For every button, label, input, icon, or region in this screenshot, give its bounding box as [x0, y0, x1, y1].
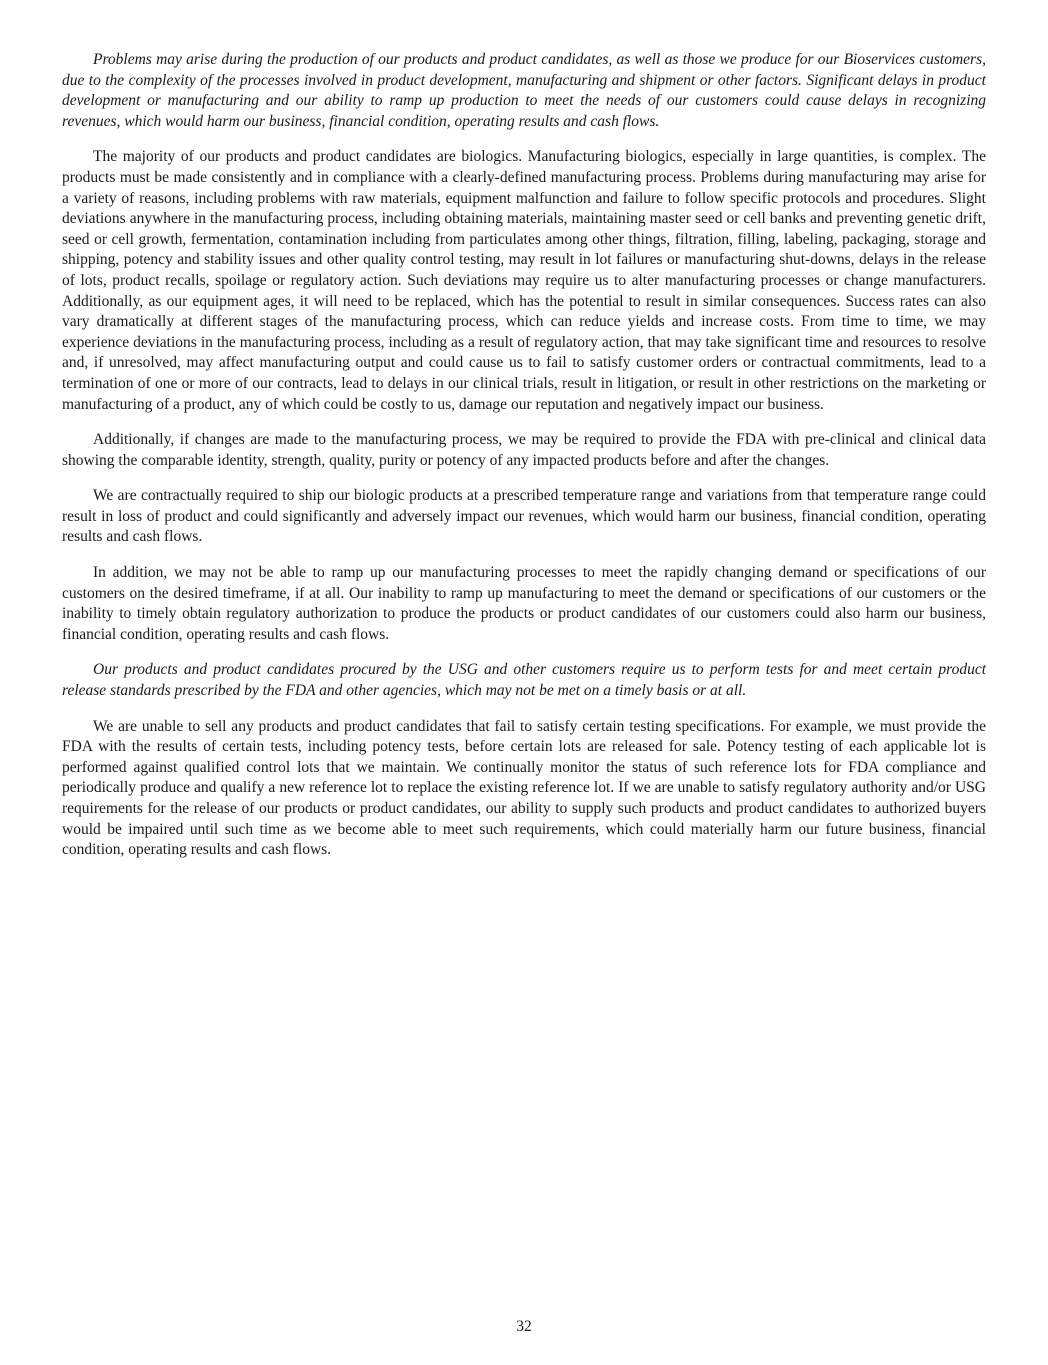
- risk-factor-heading-release-standards: Our products and product candidates procured by the USG and other customers require us to perform tests for and meet certain product release standards prescribed by the FDA and other agencies, which may not be met on a timely basis or at all.: [62, 661, 986, 700]
- paragraph-temperature-range: We are contractually required to ship our biologic products at a prescribed temperature range and variations from that temperature range could result in loss of product and could significantly and adversely impact our revenues, which would harm our business, financial condition, operating results and cash flows.: [62, 487, 986, 546]
- paragraph-testing-specifications: We are unable to sell any products and product candidates that fail to satisfy certain testing specifications. For example, we must provide the FDA with the results of certain tests, including potency tests, before certain lots are released for sale. Potency testing of each applicable lot is performed against qualified control lots that we maintain. We continually monitor the status of such reference lots for FDA compliance and periodically produce and qualify a new reference lot to replace the existing reference lot. If we are unable to satisfy regulatory authority and/or USG requirements for the release of our products or product candidates, our ability to supply such products and product candidates to authorized buyers would be impaired until such time as we become able to meet such requirements, which could materially harm our future business, financial condition, operating results and cash flows.: [62, 717, 986, 859]
- paragraph-biologics-manufacturing: The majority of our products and product candidates are biologics. Manufacturing biologics, especially in large quantities, is complex. The products must be made consistently and in compliance with a clearly-defined manufacturing process. Problems during manufacturing may arise for a variety of reasons, including problems with raw materials, equipment malfunction and failure to follow specific protocols and procedures. Slight deviations anywhere in the manufacturing process, including obtaining materials, maintaining master seed or cell banks and preventing genetic drift, seed or cell growth, fermentation, contamination including from particulates among other things, filtration, filling, labeling, packaging, storage and shipping, potency and stability issues and other quality control testing, may result in lot failures or manufacturing shut-downs, delays in the release of lots, product recalls, spoilage or regulatory action. Such deviations may require us to alter manufacturing processes or change manufacturers. Additionally, as our equipment ages, it will need to be replaced, which has the potential to result in similar consequences. Success rates can also vary dramatically at different stages of the manufacturing process, which can reduce yields and increase costs. From time to time, we may experience deviations in the manufacturing process, including as a result of regulatory action, that may take significant time and resources to resolve and, if unresolved, may affect manufacturing output and could cause us to fail to satisfy customer orders or contractual commitments, lead to a termination of one or more of our contracts, lead to delays in our clinical trials, result in litigation, or result in other restrictions on the marketing or manufacturing of a product, any of which could be costly to us, damage our reputation and negatively impact our business.: [62, 148, 986, 413]
- paragraph-ramp-up: In addition, we may not be able to ramp up our manufacturing processes to meet the rapidly changing demand or specifications of our customers on the desired timeframe, if at all. Our inability to ramp up manufacturing to meet the demand or specifications of our customers or the inability to timely obtain regulatory authorization to produce the products or product candidates of our customers could also harm our business, financial condition, operating results and cash flows.: [62, 564, 986, 643]
- paragraph-process-changes: Additionally, if changes are made to the manufacturing process, we may be required to provide the FDA with pre-clinical and clinical data showing the comparable identity, strength, quality, purity or potency of any impacted products before and after the changes.: [62, 431, 986, 469]
- document-page: [62, 50, 986, 876]
- risk-factor-heading-production-problems: Problems may arise during the production of our products and product candidates, as well as those we produce for our Bioservices customers, due to the complexity of the processes involved in product development, manufacturing and shipment or other factors. Significant delays in product development or manufacturing and our ability to ramp up production to meet the needs of our customers could cause delays in recognizing revenues, which would harm our business, financial condition, operating results and cash flows.: [62, 51, 986, 130]
- page-number: 32: [516, 1318, 532, 1335]
